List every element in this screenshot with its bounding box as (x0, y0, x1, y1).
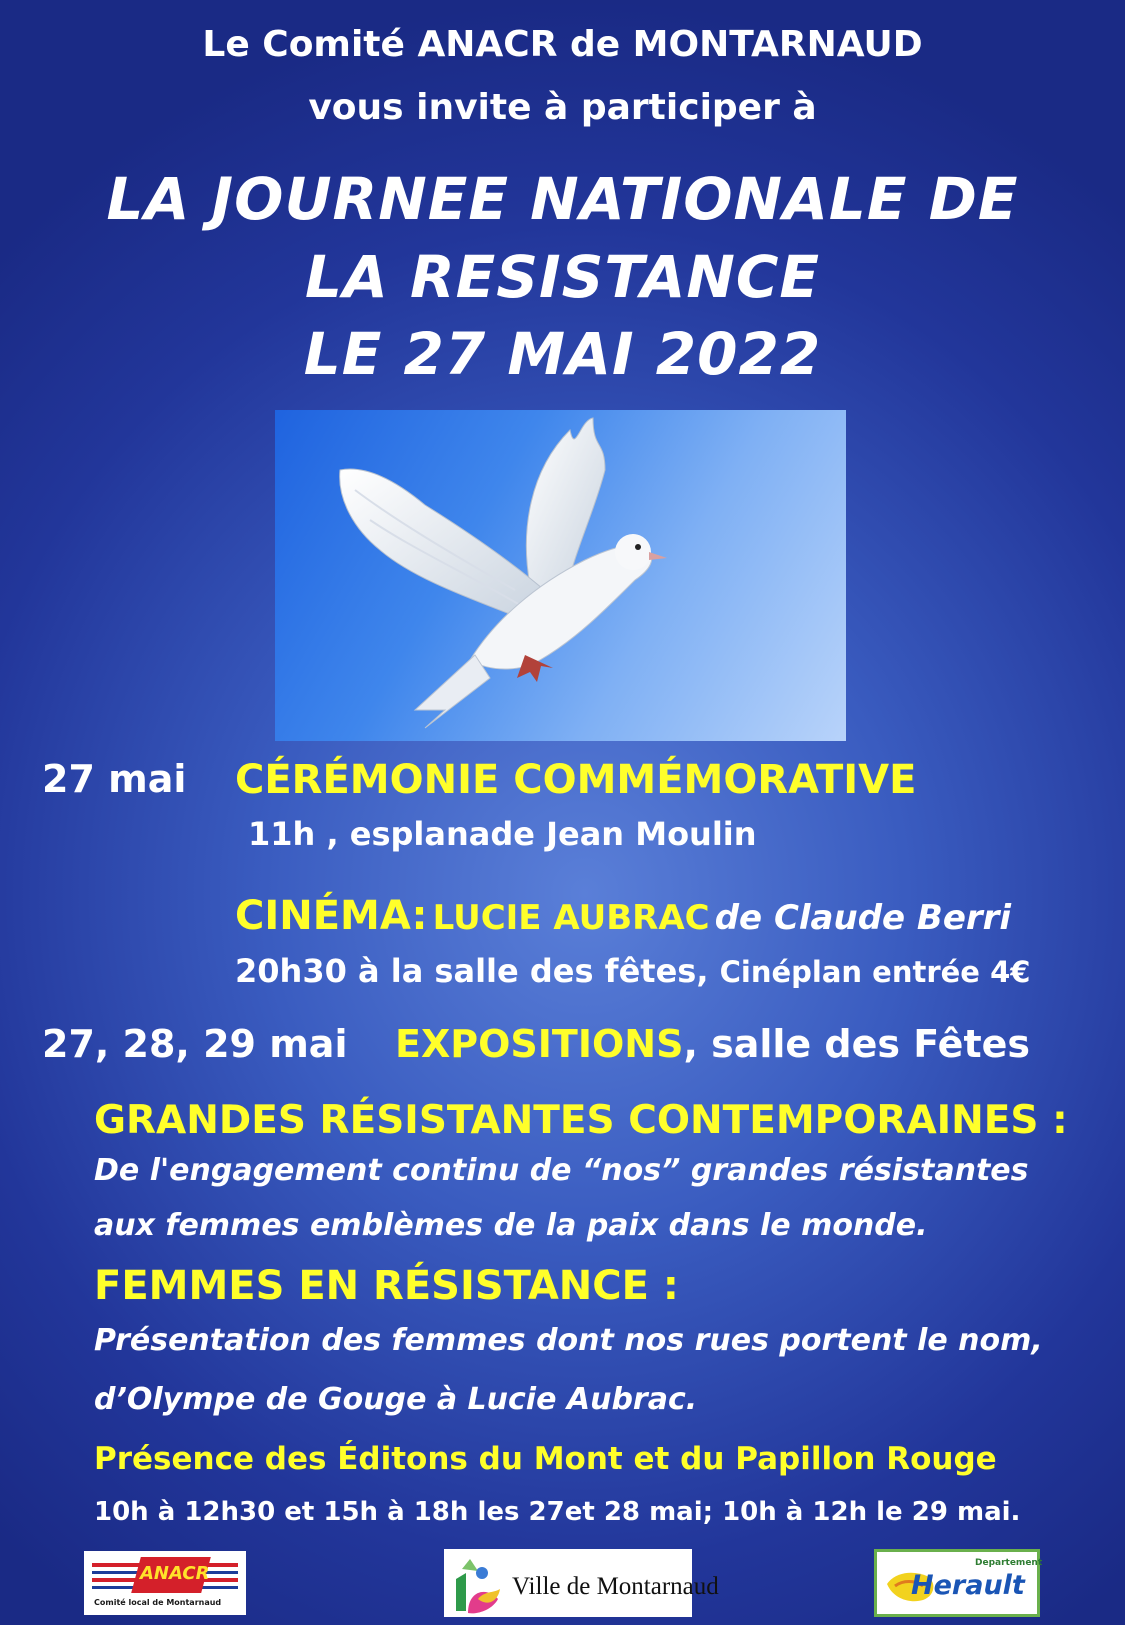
cinema-director: de Claude Berri (714, 898, 1012, 938)
dove-illustration (275, 410, 846, 741)
title-line-2: LA RESISTANCE (304, 243, 821, 311)
herault-name: Herault (911, 1570, 1025, 1601)
cinema-film: LUCIE AUBRAC (432, 898, 710, 938)
header-line-1: Le Comité ANACR de MONTARNAUD (202, 24, 923, 65)
herault-logo (874, 1549, 1043, 1617)
expo2-line-2: d’Olympe de Gouge à Lucie Aubrac. (94, 1382, 698, 1417)
expo1-title: GRANDES RÉSISTANTES CONTEMPORAINES : (94, 1098, 1068, 1143)
anacr-caption: Comité local de Montarnaud (94, 1598, 222, 1607)
title-line-3: LE 27 MAI 2022 (303, 320, 822, 388)
cinema-label: CINÉMA: (235, 893, 428, 939)
cinema-line (235, 893, 1011, 939)
anacr-logo (84, 1551, 246, 1615)
exhibitions-heading: EXPOSITIONS (395, 1022, 684, 1066)
ville-emblem-icon (448, 1549, 508, 1617)
cinema-price: Cinéplan entrée 4€ (719, 955, 1031, 989)
title-line-1: LA JOURNEE NATIONALE DE (106, 165, 1019, 233)
dove-photo (275, 410, 846, 741)
expo1-line-2: aux femmes emblèmes de la paix dans le monde. (94, 1208, 928, 1243)
exhibitions-line (395, 1022, 1030, 1066)
hours-line: 10h à 12h30 et 15h à 18h les 27et 28 mai; 10h à 12h le 29 mai. (94, 1497, 1021, 1527)
header-line-2: vous invite à participer à (308, 87, 817, 128)
exhibitions-place: , salle des Fêtes (683, 1022, 1030, 1066)
expo2-line-1: Présentation des femmes dont nos rues portent le nom, (94, 1323, 1043, 1358)
anacr-mark: ANACR (140, 1563, 210, 1584)
publishers-line: Présence des Éditons du Mont et du Papillon Rouge (94, 1441, 997, 1477)
cinema-time-line (235, 952, 1030, 990)
ville-text: Ville de Montarnaud (512, 1573, 719, 1600)
ceremony-heading: CÉRÉMONIE COMMÉMORATIVE (235, 757, 917, 803)
exhibitions-dates: 27, 28, 29 mai (42, 1022, 348, 1066)
expo1-line-1: De l'engagement continu de “nos” grandes résistantes (94, 1153, 1029, 1188)
expo2-title: FEMMES EN RÉSISTANCE : (94, 1263, 679, 1309)
ville-montarnaud-logo (444, 1549, 719, 1617)
herault-small: Departement (975, 1558, 1043, 1568)
ceremony-date: 27 mai (42, 757, 187, 801)
cinema-time: 20h30 à la salle des fêtes, (235, 952, 709, 990)
ceremony-detail: 11h , esplanade Jean Moulin (248, 815, 757, 853)
